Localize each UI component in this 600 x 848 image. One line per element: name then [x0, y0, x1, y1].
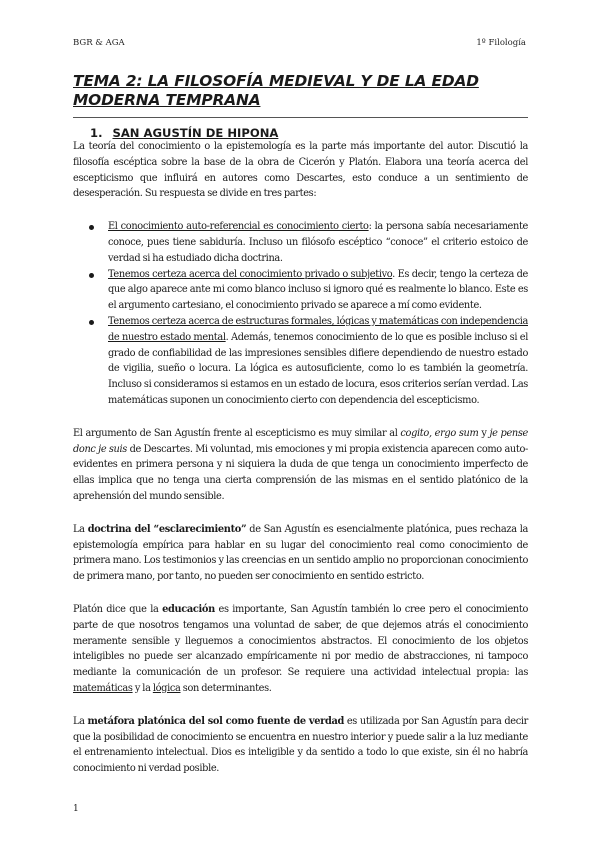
header-right: 1º Filología: [476, 38, 526, 48]
italic-phrase: je pense donc je suis: [73, 427, 528, 455]
educacion-paragraph: [73, 602, 528, 697]
bullet-icon: [89, 225, 94, 230]
text-run: de Descartes. Mi voluntad, mis emociones y mi propia existencia aparecen como auto-evidentes en primera persona y ni siquiera la duda de que tenga un conocimiento imperfecto de ellas implica que no tenga una cierta comprensión de las mismas en el sentido platónico de la aprehensión del mundo sensible.: [73, 443, 528, 502]
text-run: es importante, San Agustín también lo cree pero el conocimiento parte de que nosotros tengamos una voluntad de saber, de que dejemos atrás el conocimiento meramente sensible y lleguemos a conocimientos abstractos. El conocimiento de los objetos inteligibles no puede ser alcanzado empíricamente ni por medio de abstracciones, ni tampoco mediante la comunicación de un profesor. Se requiere una actividad intelectual propia: las: [73, 603, 528, 679]
header-left: BGR & AGA: [73, 38, 125, 48]
text-run: El argumento de San Agustín frente al escepticismo es muy similar al: [73, 427, 401, 439]
underlined-word: lógica: [152, 682, 181, 694]
bullet-text: : la persona sabía necesariamente conoce, pues tiene sabiduría. Incluso un filósofo escéptico “conoce” el criterio estoico de verdad si ha estudiado dicha doctrina.: [108, 221, 528, 264]
intro-paragraph: La teoría del conocimiento o la epistemología es la parte más importante del autor. Discutió la filosofía escéptica sobre la base de la obra de Cicerón y Platón. Elabora una teoría acerca del escepticismo que influirá en autores como Descartes, esto conduce a un sentimiento de desesperación. Su respuesta se divide en tres partes:: [73, 141, 528, 200]
text-run: La: [73, 523, 88, 535]
bullet-lead: El conocimiento auto-referencial es conocimiento cierto: [108, 221, 369, 233]
body-text: [73, 139, 528, 777]
page-number: 1: [73, 804, 79, 814]
cogito-paragraph: [73, 426, 528, 505]
bold-phrase: doctrina del “esclarecimiento”: [87, 523, 247, 535]
bullet-item: [73, 219, 528, 266]
title-line-1: TEMA 2: LA FILOSOFÍA MEDIEVAL Y DE LA EDAD: [73, 72, 479, 90]
text-run: La: [73, 715, 88, 727]
text-run: es utilizada por San Agustín para decir que la posibilidad de conocimiento se encuentra en nuestro interior y puede salir a la luz mediante el entrenamiento intelectual. Dios es inteligible y da sentido a todo lo que existe, sin él no habría conocimiento ni verdad posible.: [73, 715, 528, 775]
bullet-text: . Es decir, tengo la certeza de que algo aparece ante mi como blanco incluso si ignoro qué es realmente lo blanco. Este es el argumento cartesiano, el conocimiento privado se aparece a mí como evidente.: [108, 268, 528, 312]
text-run: y la: [132, 682, 153, 694]
title-line-2: MODERNA TEMPRANA: [73, 90, 261, 109]
underlined-word: matemáticas: [73, 682, 133, 694]
doctrina-paragraph: [73, 522, 528, 585]
bullet-icon: [89, 273, 94, 278]
text-run: de San Agustín es esencialmente platónica, pues rechaza la epistemología empírica para hablar en su lugar del conocimiento real como conocimiento de primera mano. Los testimonios y las creencias en un sentido amplio no proporcionan conocimiento de primera mano, por tanto, no pueden ser conocimiento en sentido estricto.: [73, 523, 528, 583]
page-title: [73, 72, 523, 109]
section-title: SAN AGUSTÍN DE HIPONA: [112, 126, 279, 140]
bold-phrase: educación: [162, 603, 215, 615]
text-run: son determinantes.: [180, 682, 272, 694]
bullet-lead: Tenemos certeza acerca del conocimiento privado o subjetivo: [108, 268, 393, 280]
metafora-paragraph: [73, 714, 528, 777]
bullet-icon: [89, 320, 94, 325]
text-run: Platón dice que la: [73, 603, 163, 615]
section-number: 1.: [90, 126, 103, 140]
bullet-text: . Además, tenemos conocimiento de lo que es posible incluso si el grado de confiabilidad de las impresiones sensibles difiere dependiendo de nuestro estado de vigilia, sueño o locura. La lógica es autosuficiente, como lo es también la geometría. Incluso si consideramos si estamos en un estado de locura, esos criterios serían verdad. Las matemáticas suponen un conocimiento cierto con dependencia del escepticismo.: [108, 331, 528, 406]
bold-phrase: metáfora platónica del sol como fuente de verdad: [87, 715, 344, 727]
bullet-item: [73, 267, 528, 314]
text-run: y: [478, 427, 490, 439]
bullet-item: [73, 314, 528, 409]
italic-phrase: cogito, ergo sum: [400, 427, 479, 439]
title-divider: [73, 117, 528, 118]
section-heading: [90, 126, 278, 140]
bullet-list: [73, 219, 528, 409]
bullet-lead: Tenemos certeza acerca de estructuras formales, lógicas y matemáticas con independencia de nuestro estado mental: [108, 315, 528, 343]
